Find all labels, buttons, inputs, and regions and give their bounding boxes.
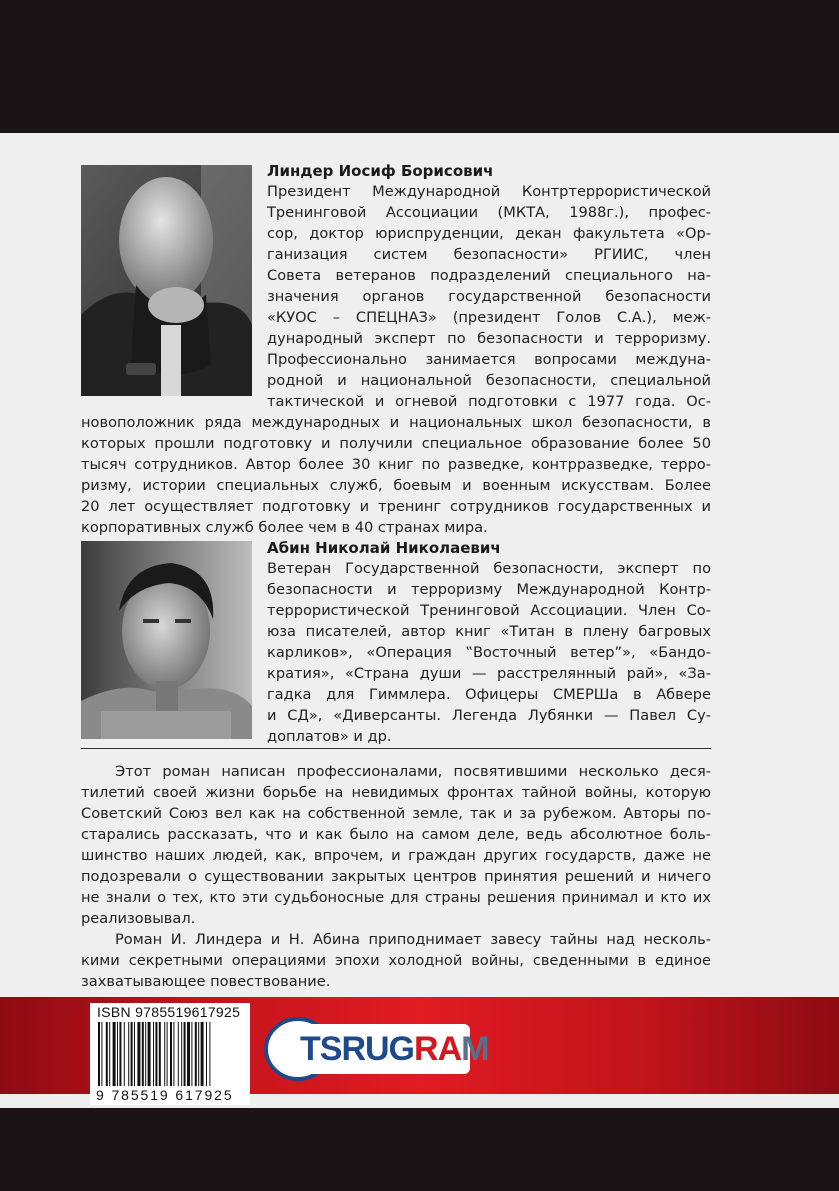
barcode-icon (96, 1022, 248, 1088)
barcode-bar (187, 1022, 190, 1086)
author-name-abin: Абин Николай Николаевич (267, 539, 501, 557)
bio-line: Ветеран Государственной безопасности, эксперт по (267, 560, 711, 577)
barcode-bar (137, 1022, 140, 1086)
barcode-bar (209, 1022, 210, 1086)
barcode-bar (145, 1022, 146, 1086)
logo-part: TS (300, 1030, 342, 1068)
bio-line: юза писателей, автор книг «Титан в плену багровых (267, 623, 711, 640)
barcode-bar (128, 1022, 129, 1086)
bio-line: Совета ветеранов подразделений специального на- (267, 267, 711, 284)
barcode-bar (131, 1022, 133, 1086)
blurb-line: кими секретными операциями эпохи холодной войны, сведенными в единое (81, 952, 711, 969)
barcode-bar (101, 1022, 102, 1086)
barcode-bar (173, 1022, 174, 1086)
bio-line: ганизация систем безопасности» РГИИС, член (267, 246, 711, 263)
author-bio-linder-full (81, 412, 711, 538)
barcode-bar (134, 1022, 135, 1086)
barcode-bar (113, 1022, 116, 1086)
bottom-dark-band (0, 1108, 839, 1191)
bio-line: кратия», «Страна души — расстрелянный рай», «За- (267, 665, 711, 682)
author-bio-abin (267, 558, 711, 747)
bio-line: которых прошли подготовку и получили специальное образование более 50 (81, 435, 711, 452)
barcode-bar (155, 1022, 157, 1086)
bio-line: доплатов» и др. (267, 728, 392, 745)
logo-part: M (461, 1030, 489, 1068)
barcode-bar (106, 1022, 108, 1086)
bio-line: ризму, истории специальных служб, боевым и военным искусствам. Более (81, 477, 711, 494)
blurb-line: Роман И. Линдера и Н. Абина приподнимает завесу тайны над несколь- (115, 931, 711, 948)
bio-line: родной и национальной безопасности, специальной (267, 372, 711, 389)
bio-line: карликов», «Операция ‟Восточный ветер”», «Бандо- (267, 644, 711, 661)
section-divider (81, 748, 711, 749)
barcode-bar (181, 1022, 182, 1086)
barcode-bar (191, 1022, 192, 1086)
author-bio-linder (267, 181, 711, 412)
bio-line: и СД», «Диверсанты. Легенда Лубянки — Павел Су- (267, 707, 711, 724)
barcode-bar (159, 1022, 161, 1086)
blurb-line: захватывающее повествование. (81, 973, 331, 990)
bio-line: гадка для Гиммлера. Офицеры СМЕРШа в Абвере (267, 686, 711, 703)
bio-line: сор, доктор юриспруденции, декан факультета «Ор- (267, 225, 711, 242)
barcode-bar (178, 1022, 179, 1086)
logo-part: RA (414, 1030, 462, 1068)
barcode-bar (119, 1022, 121, 1086)
barcode-bar (164, 1022, 165, 1086)
author-photo-abin (81, 541, 252, 739)
bio-line: дународный эксперт по безопасности и терроризму. (267, 330, 711, 347)
barcode-bar (117, 1022, 118, 1086)
barcode-digits: 9 785519 617925 (96, 1087, 234, 1103)
barcode-bar (98, 1022, 100, 1086)
blurb-line: реализовывал. (81, 910, 196, 927)
barcode-bar (109, 1022, 110, 1086)
bio-line: 20 лет осуществляет подготовку и тренинг сотрудников государственных и (81, 498, 711, 515)
blurb-line: не знали о тех, кто эти судьбоносные для страны решения принимал и кто их (81, 889, 711, 906)
blurb-line: тилетий своей жизни борьбе на невидимых фронтах тайной войны, которую (81, 784, 711, 801)
barcode-bar (142, 1022, 144, 1086)
author-name-linder: Линдер Иосиф Борисович (267, 162, 494, 180)
isbn-label: ISBN 9785519617925 (97, 1004, 241, 1020)
bio-line: корпоративных служб более чем в 40 странах мира. (81, 519, 488, 536)
barcode-bar (184, 1022, 186, 1086)
author-photo-linder (81, 165, 252, 396)
blurb-line: Советский Союз вел как на собственной земле, так и за рубежом. Авторы по- (81, 805, 711, 822)
blurb-line: Этот роман написан профессионалами, посвятившими несколько деся- (115, 763, 711, 780)
blurb-line: подозревали о существовании закрытых центров принятия решений и ничего (81, 868, 711, 885)
barcode-bar (198, 1022, 199, 1086)
bio-line: значения органов государственной безопасности (267, 288, 711, 305)
book-blurb (81, 761, 711, 992)
bio-line: безопасности и терроризму Международной Контр- (267, 581, 711, 598)
bio-line: Профессионально занимается вопросами междуна- (267, 351, 711, 368)
barcode-bar (195, 1022, 197, 1086)
bio-line: террористической Тренинговой Ассоциации. Член Со- (267, 602, 711, 619)
barcode-bar (124, 1022, 125, 1086)
blurb-line: шинство наших людей, как, впрочем, и граждан других государств, даже не (81, 847, 711, 864)
blurb-line: старались рассказать, что и как было на самом деле, ведь абсолютное боль- (81, 826, 711, 843)
barcode-bar (201, 1022, 204, 1086)
bio-line: Президент Международной Контртеррористической (267, 183, 711, 200)
barcode-bar (206, 1022, 207, 1086)
bio-line: тысяч сотрудников. Автор более 30 книг по разведке, контрразведке, терро- (81, 456, 711, 473)
bio-line: новоположник ряда международных и национальных школ безопасности, в (81, 414, 711, 431)
bio-line: Тренинговой Ассоциации (МКТА, 1988г.), профес- (267, 204, 711, 221)
bio-line: «КУОС – СПЕЦНАЗ» (президент Голов С.А.), меж- (267, 309, 711, 326)
logo-part: RUG (341, 1030, 415, 1068)
barcode-bar (170, 1022, 172, 1086)
barcode-bar (148, 1022, 151, 1086)
bio-line: тактической и огневой подготовки с 1977 года. Ос- (267, 393, 711, 410)
barcode-bar (167, 1022, 168, 1086)
top-dark-band (0, 0, 839, 133)
barcode-bar (153, 1022, 154, 1086)
publisher-logo-text (300, 1029, 488, 1069)
